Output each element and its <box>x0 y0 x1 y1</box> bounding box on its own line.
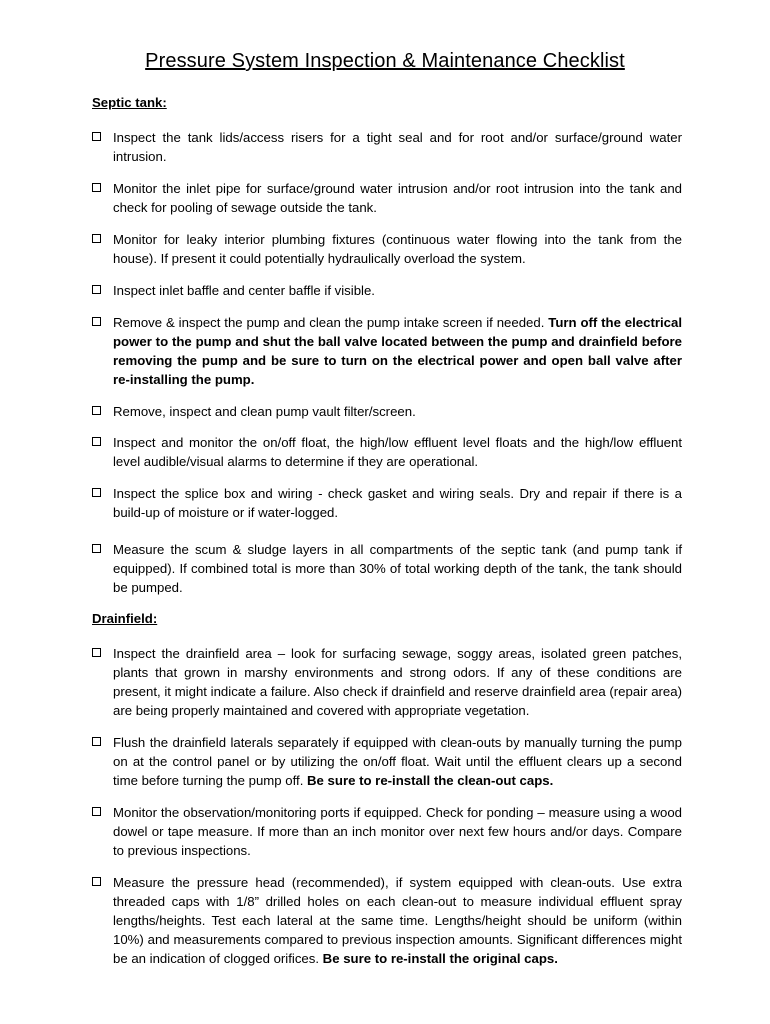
item-bold-text: Turn off the electrical power to the pump and shut the ball valve located between the pump and drainfield before removing the pump and be sure to turn on the electrical power and open ball valve after re-installing the pump. <box>113 315 682 387</box>
page-title: Pressure System Inspection & Maintenance Checklist <box>145 50 625 72</box>
item-text: Measure the scum & sludge layers in all compartments of the septic tank (and pump tank if equipped). If combined total is more than 30% of total working depth of the tank, the tank should be pumped. <box>113 542 682 595</box>
item-text: Remove & inspect the pump and clean the pump intake screen if needed. <box>113 315 549 330</box>
checklist-item <box>92 484 682 522</box>
item-text: Inspect the drainfield area – look for surfacing sewage, soggy areas, isolated green patches, plants that grown in marshy environments and strong odors. If any of these conditions are present, it might indicate a failure. Also check if drainfield and reserve drainfield area (repair area) are being properly maintained and covered with appropriate vegetation. <box>113 646 682 718</box>
section-heading-drainfield: Drainfield: <box>92 611 158 626</box>
checklist-item <box>92 733 682 790</box>
checklist-item <box>92 803 682 860</box>
item-text: Monitor the inlet pipe for surface/ground water intrusion and/or root intrusion into the tank and check for pooling of sewage outside the tank. <box>113 181 682 215</box>
item-text: Monitor the observation/monitoring ports if equipped. Check for ponding – measure using a wood dowel or tape measure. If more than an inch monitor over next few hours and/or days. Compare to previous inspections. <box>113 805 682 858</box>
checklist-item <box>92 644 682 720</box>
section-heading-septic-tank: Septic tank: <box>92 95 167 110</box>
checklist-item <box>92 433 682 471</box>
checklist-item <box>92 540 682 597</box>
checkbox[interactable] <box>92 132 101 141</box>
checkbox[interactable] <box>92 234 101 243</box>
item-text: Inspect and monitor the on/off float, the high/low effluent level floats and the high/low effluent level audible/visual alarms to determine if they are operational. <box>113 435 682 469</box>
checkbox[interactable] <box>92 648 101 657</box>
checklist-item <box>92 313 682 389</box>
checkbox[interactable] <box>92 488 101 497</box>
checkbox[interactable] <box>92 406 101 415</box>
checkbox[interactable] <box>92 285 101 294</box>
checklist-item <box>92 873 682 968</box>
checklist-item <box>92 179 682 217</box>
item-text: Inspect the splice box and wiring - check gasket and wiring seals. Dry and repair if there is a build-up of moisture or if water-logged. <box>113 486 682 520</box>
item-bold-text: Be sure to re-install the original caps. <box>322 951 558 966</box>
item-text: Remove, inspect and clean pump vault filter/screen. <box>113 404 416 419</box>
item-text: Monitor for leaky interior plumbing fixtures (continuous water flowing into the tank from the house). If present it could potentially hydraulically overload the system. <box>113 232 682 266</box>
checkbox[interactable] <box>92 437 101 446</box>
item-text: Flush the drainfield laterals separately if equipped with clean-outs by manually turning the pump on at the control panel or by utilizing the on/off float. Wait until the effluent clears up a second time before turning the pump off. <box>113 735 682 788</box>
checklist-item <box>92 281 682 300</box>
checkbox[interactable] <box>92 183 101 192</box>
item-text: Measure the pressure head (recommended), if system equipped with clean-outs. Use extra threaded caps with 1/8” drilled holes on each clean-out to measure individual effluent spray lengths/heights. Test each lateral at the same time. Lengths/height should be uniform (within 10%) and measurements compared to previous inspection amounts. Significant differences might be an indication of clogged orifices. <box>113 875 682 966</box>
checkbox[interactable] <box>92 877 101 886</box>
item-bold-text: Be sure to re-install the clean-out caps. <box>307 773 554 788</box>
checklist-item <box>92 128 682 166</box>
checkbox[interactable] <box>92 737 101 746</box>
checkbox[interactable] <box>92 544 101 553</box>
checklist-item <box>92 402 682 421</box>
checklist-item <box>92 230 682 268</box>
item-text: Inspect the tank lids/access risers for a tight seal and for root and/or surface/ground water intrusion. <box>113 130 682 164</box>
item-text: Inspect inlet baffle and center baffle if visible. <box>113 283 375 298</box>
checkbox[interactable] <box>92 317 101 326</box>
checkbox[interactable] <box>92 807 101 816</box>
